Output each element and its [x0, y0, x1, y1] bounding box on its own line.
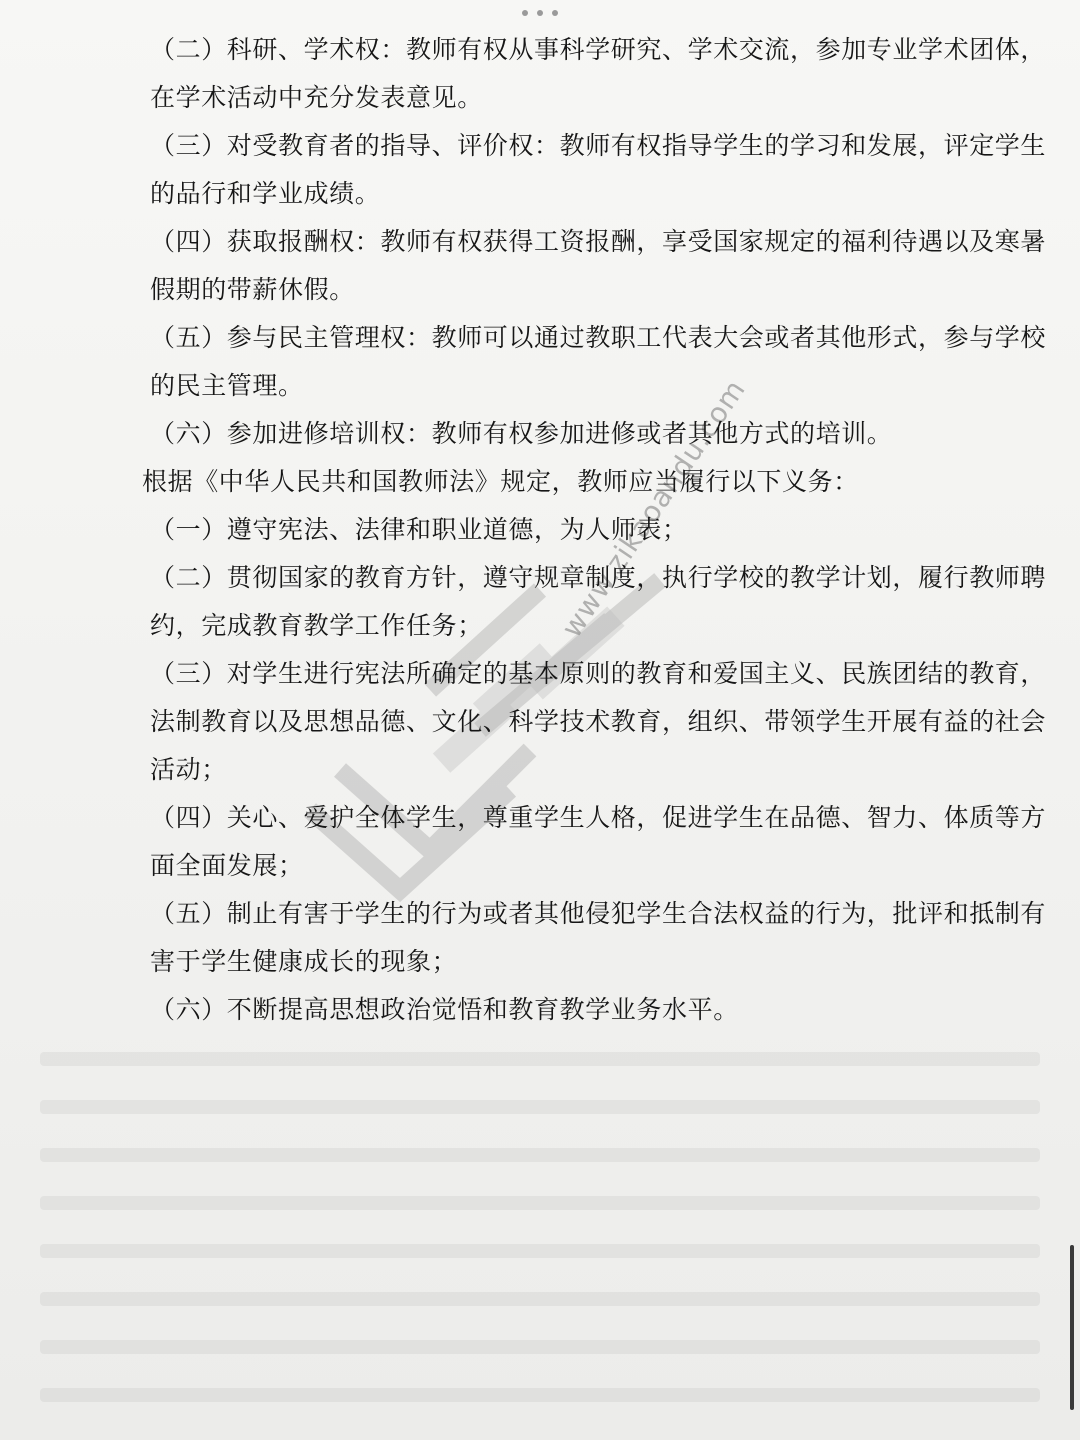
bleed-through-area [0, 1040, 1080, 1440]
watermark-url: www.zikaoandu.com [555, 373, 753, 644]
drag-handle-dot [552, 10, 558, 16]
paragraph-duty-3: （三）对学生进行宪法所确定的基本原则的教育和爱国主义、民族团结的教育，法制教育以及思想品德、文化、科学技术教育，组织、带领学生开展有益的社会活动； [150, 659, 1047, 784]
paragraph-right-pay: （四）获取报酬权：教师有权获得工资报酬，享受国家规定的福利待遇以及寒暑假期的带薪休假。 [150, 227, 1047, 304]
paragraph-right-training: （六）参加进修培训权：教师有权参加进修或者其他方式的培训。 [150, 419, 893, 448]
drag-handle-dot [537, 10, 543, 16]
paragraph-duty-5: （五）制止有害于学生的行为或者其他侵犯学生合法权益的行为，批评和抵制有害于学生健康成长的现象； [150, 899, 1047, 976]
paragraph-duties-intro: 根据《中华人民共和国教师法》规定，教师应当履行以下义务： [142, 467, 859, 496]
paragraph-duty-1: （一）遵守宪法、法律和职业道德，为人师表； [150, 515, 688, 544]
paragraph-duty-4: （四）关心、爱护全体学生，尊重学生人格，促进学生在品德、智力、体质等方面全面发展； [150, 803, 1047, 880]
drag-handle[interactable] [522, 8, 558, 18]
document-body [142, 26, 1047, 1034]
paragraph-right-management: （五）参与民主管理权：教师可以通过教职工代表大会或者其他形式，参与学校的民主管理。 [150, 323, 1047, 400]
drag-handle-dot [522, 10, 528, 16]
paragraph-right-research: （二）科研、学术权：教师有权从事科学研究、学术交流，参加专业学术团体，在学术活动中充分发表意见。 [150, 35, 1047, 112]
paragraph-duty-2: （二）贯彻国家的教育方针，遵守规章制度，执行学校的教学计划，履行教师聘约，完成教育教学工作任务； [150, 563, 1047, 640]
vertical-scrollbar[interactable] [1070, 1245, 1074, 1410]
paragraph-right-guidance: （三）对受教育者的指导、评价权：教师有权指导学生的学习和发展，评定学生的品行和学业成绩。 [150, 131, 1047, 208]
paragraph-duty-6: （六）不断提高思想政治觉悟和教育教学业务水平。 [150, 995, 739, 1024]
